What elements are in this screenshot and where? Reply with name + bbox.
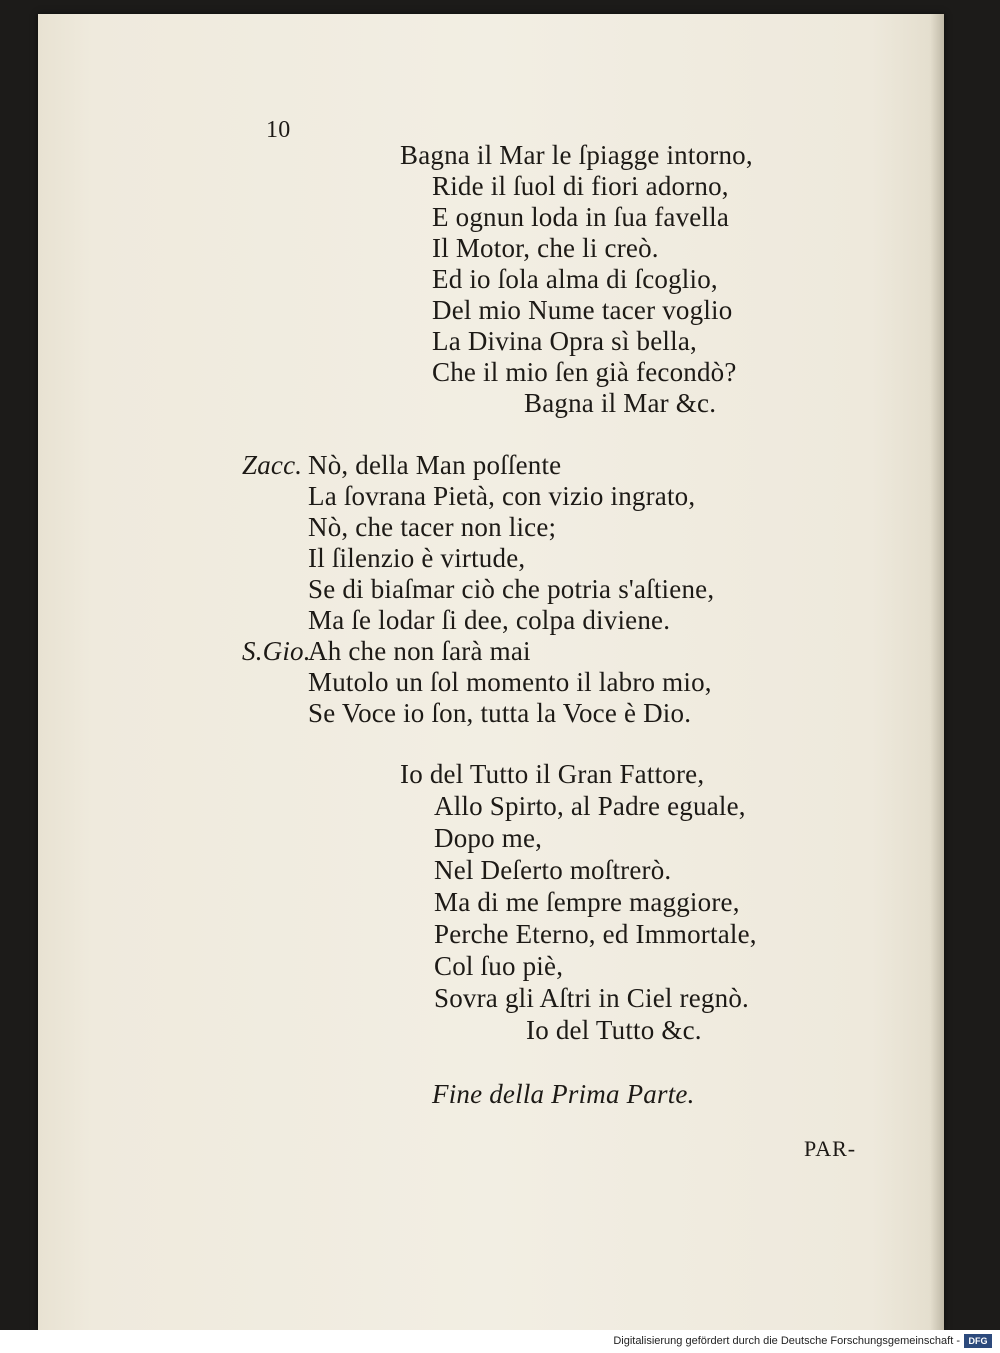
aria1-line-1: Bagna il Mar le ſpiagge intorno,: [400, 140, 753, 170]
aria2-line-8: Sovra gli Aſtri in Ciel regnò.: [434, 983, 749, 1013]
zacc-line-1: Nò, della Man poſſente: [308, 450, 562, 480]
aria2-line-5: Ma di me ſempre maggiore,: [434, 887, 740, 917]
aria1-line-6: Del mio Nume tacer voglio: [432, 295, 733, 325]
aria2-line-2: Allo Spirto, al Padre eguale,: [434, 791, 746, 821]
aria2-line-4: Nel Deſerto moſtrerò.: [434, 855, 672, 885]
aria2-line-3: Dopo me,: [434, 823, 543, 853]
aria1-line-4: Il Motor, che li creò.: [432, 233, 659, 263]
catchword: PAR-: [804, 1136, 857, 1161]
aria1-line-2: Ride il ſuol di fiori adorno,: [432, 171, 729, 201]
speaker-s-gio: S.Gio.: [242, 636, 311, 666]
zacc-line-2: La ſovrana Pietà, con vizio ingrato,: [308, 481, 696, 511]
aria2-line-6: Perche Eterno, ed Immortale,: [434, 919, 757, 949]
aria1-line-5: Ed io ſola alma di ſcoglio,: [432, 264, 718, 294]
gio-line-1: Ah che non ſarà mai: [308, 636, 531, 666]
aria2-reprise: Io del Tutto &c.: [526, 1015, 702, 1045]
gio-line-2: Mutolo un ſol momento il labro mio,: [308, 667, 712, 697]
aria1-line-7: La Divina Opra sì bella,: [432, 326, 697, 356]
speaker-zacc: Zacc.: [242, 450, 303, 480]
aria1-reprise: Bagna il Mar &c.: [524, 388, 717, 418]
aria2-line-7: Col ſuo piè,: [434, 951, 564, 981]
zacc-line-3: Nò, che tacer non lice;: [308, 512, 557, 542]
zacc-line-5: Se di biaſmar ciò che potria s'aſtiene,: [308, 574, 715, 604]
page-number: 10: [266, 117, 291, 143]
digitization-footer: [0, 1330, 1000, 1353]
aria1-line-3: E ognun loda in ſua favella: [432, 202, 730, 232]
dfg-logo: DFG: [964, 1334, 992, 1348]
end-of-part-note: Fine della Prima Parte.: [432, 1079, 695, 1109]
zacc-line-6: Ma ſe lodar ſi dee, colpa diviene.: [308, 605, 671, 635]
book-page: [38, 14, 944, 1330]
footer-credit-text: Digitalisierung gefördert durch die Deutsche Forschungsgemeinschaft -: [613, 1335, 960, 1347]
zacc-line-4: Il ſilenzio è virtude,: [308, 543, 526, 573]
aria2-line-1: Io del Tutto il Gran Fattore,: [400, 759, 705, 789]
gio-line-3: Se Voce io ſon, tutta la Voce è Dio.: [308, 698, 692, 728]
aria1-line-8: Che il mio ſen già fecondò?: [432, 357, 737, 387]
